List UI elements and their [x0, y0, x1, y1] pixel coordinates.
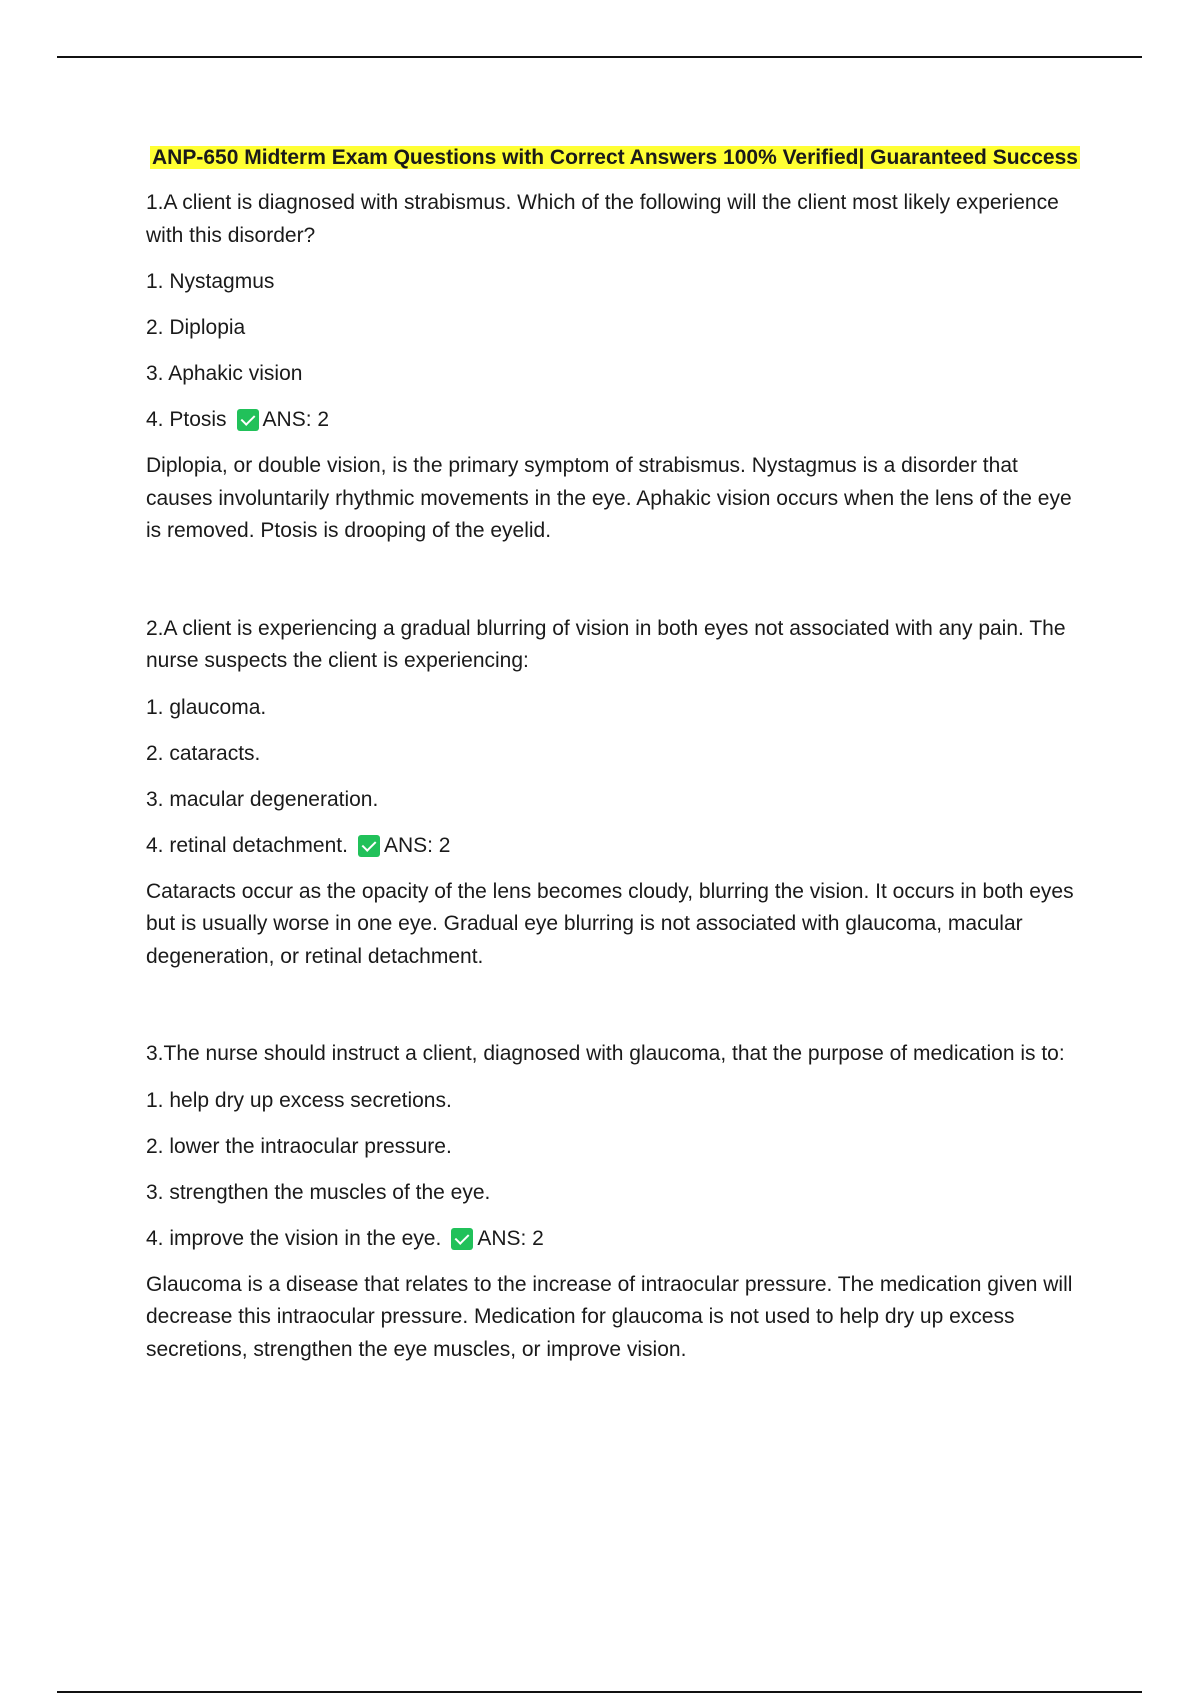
answer-key: ANS: 2: [383, 833, 451, 857]
answer-option-with-key: [146, 404, 1086, 436]
footer-rule: [57, 1691, 1142, 1693]
header-rule: [57, 56, 1142, 58]
question-prompt: 1.A client is diagnosed with strabismus. Which of the following will the client most likely experience with this disorder?: [146, 191, 1059, 247]
title-block: [150, 143, 1086, 173]
question-prompt: 3.The nurse should instruct a client, diagnosed with glaucoma, that the purpose of medication is to:: [146, 1042, 1065, 1065]
answer-option: 1. help dry up excess secretions.: [146, 1088, 452, 1112]
answer-option: 3. strengthen the muscles of the eye.: [146, 1180, 491, 1204]
question-2: [146, 613, 1086, 974]
answer-key: ANS: 2: [477, 1226, 544, 1250]
answer-key: ANS: 2: [262, 408, 330, 431]
answer-option: 4. Ptosis: [146, 408, 227, 431]
answer-option: 4. improve the vision in the eye.: [146, 1226, 442, 1250]
question-3: [146, 1038, 1086, 1366]
check-mark-icon: [451, 1228, 473, 1250]
document-title: ANP-650 Midterm Exam Questions with Correct Answers 100% Verified| Guaranteed Success: [152, 146, 1078, 169]
answer-option: 2. cataracts.: [146, 741, 261, 765]
check-mark-icon: [237, 409, 259, 431]
answer-option: 3. macular degeneration.: [146, 787, 379, 811]
answer-option: 1. Nystagmus: [146, 270, 275, 293]
document-body: [146, 143, 1086, 1366]
question-1: [146, 187, 1086, 548]
answer-option: 4. retinal detachment.: [146, 833, 348, 857]
answer-option: 2. lower the intraocular pressure.: [146, 1134, 452, 1158]
check-mark-icon: [358, 835, 380, 857]
answer-rationale: Glaucoma is a disease that relates to the increase of intraocular pressure. The medication given will decrease this intraocular pressure. Medication for glaucoma is not used to help dry up excess secretions, strengthen the eye muscles, or improve vision.: [146, 1272, 1073, 1361]
question-prompt: 2.A client is experiencing a gradual blurring of vision in both eyes not associated with any pain. The nurse suspects the client is experiencing:: [146, 616, 1066, 672]
answer-option: 2. Diplopia: [146, 316, 246, 339]
answer-option: 1. glaucoma.: [146, 695, 267, 719]
answer-option-with-key: [146, 1223, 1086, 1255]
answer-rationale: Cataracts occur as the opacity of the lens becomes cloudy, blurring the vision. It occurs in both eyes but is usually worse in one eye. Gradual eye blurring is not associated with glaucoma, macular degeneration, or retinal detachment.: [146, 879, 1074, 968]
answer-option: 3. Aphakic vision: [146, 362, 303, 385]
answer-option-with-key: [146, 830, 1086, 862]
answer-rationale: Diplopia, or double vision, is the primary symptom of strabismus. Nystagmus is a disorder that causes involuntarily rhythmic movements in the eye. Aphakic vision occurs when the lens of the eye is removed. Ptosis is drooping of the eyelid.: [146, 454, 1072, 542]
